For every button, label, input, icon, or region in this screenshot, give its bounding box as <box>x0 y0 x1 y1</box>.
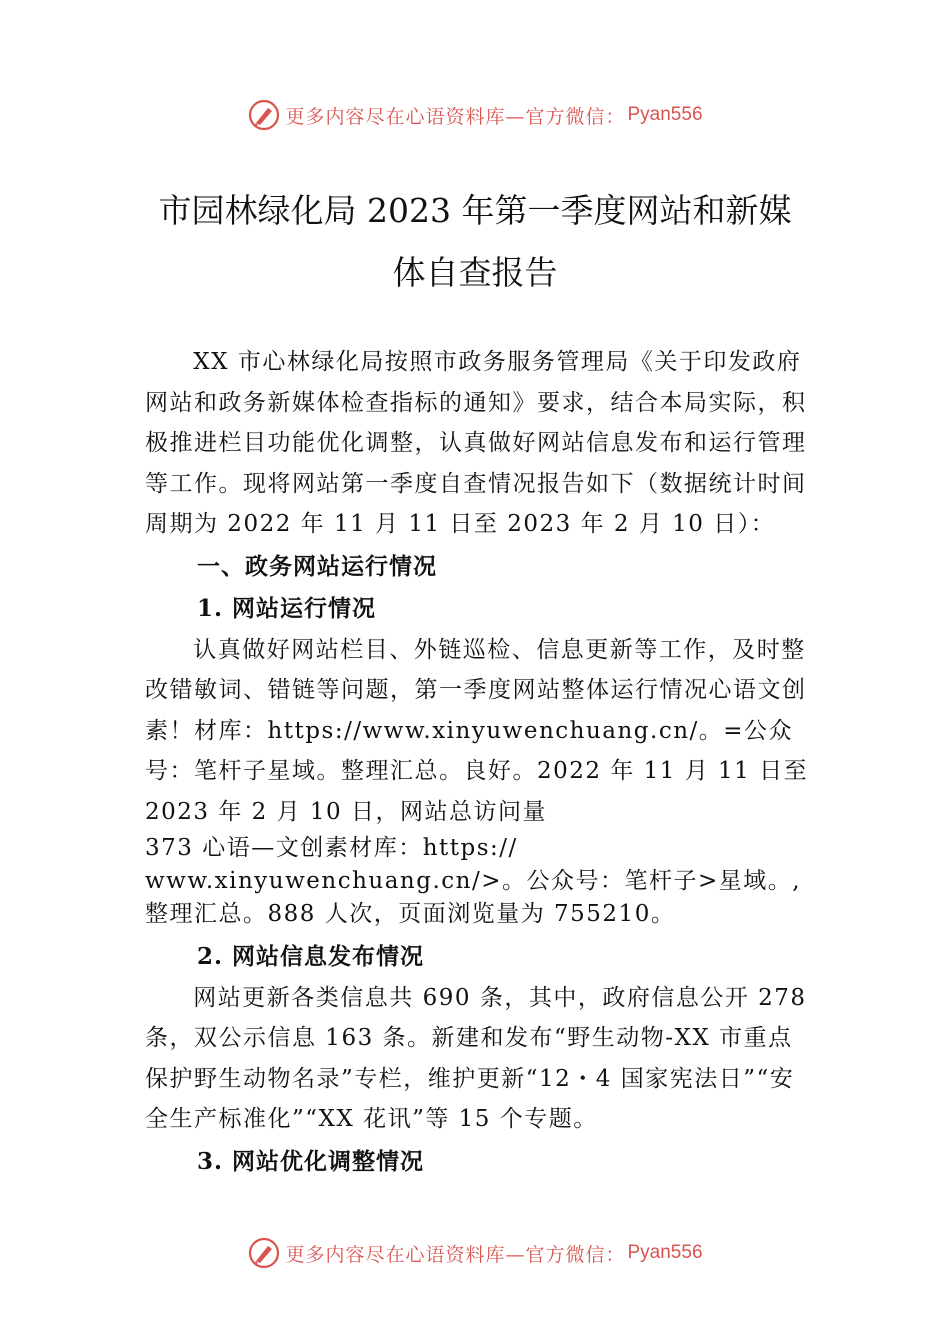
subsection-2-heading: 2. 网站信息发布情况 <box>197 943 425 970</box>
watermark-text: 更多内容尽在心语资料库—官方微信： <box>285 1243 626 1266</box>
watermark-handle: Pyan556 <box>627 1242 703 1263</box>
subsection-1-paragraph-end: www.xinyuwenchuang.cn/>。公众号：笔杆子>星域。,整理汇总。888 人次，页面浏览量为 755210。 <box>145 868 802 927</box>
subsection-2-paragraph: 网站更新各类信息共 690 条，其中，政府信息公开 278 条，双公示信息 163 条。新建和发布“野生动物-XX 市重点保护野生动物名录”专栏，维护更新“12・4 国家宪法日”“安全生产标准化”“XX 花讯”等 15 个专题。 <box>145 984 807 1132</box>
watermark-banner-bottom <box>0 1233 950 1273</box>
document-body <box>145 342 815 1182</box>
watermark-handle: Pyan556 <box>627 104 703 125</box>
subsection-1-heading: 1. 网站运行情况 <box>197 595 377 622</box>
intro-paragraph: XX 市心林绿化局按照市政务服务管理局《关于印发政府网站和政务新媒体检查指标的通知》要求，结合本局实际，积极推进栏目功能优化调整，认真做好网站信息发布和运行管理等工作。现将网站第一季度自查情况报告如下（数据统计时间周期为 2022 年 11 月 11 日至 2023 年 2 月 10 日）： <box>145 349 807 537</box>
pen-nib-logo-icon <box>247 1236 281 1270</box>
subsection-3-heading: 3. 网站优化调整情况 <box>197 1147 425 1175</box>
subsection-1-paragraph-cont: 373 心语—文创素材库：https:// <box>145 835 518 861</box>
document-title <box>100 180 850 304</box>
subsection-1-paragraph: 认真做好网站栏目、外链巡检、信息更新等工作，及时整改错敏词、错链等问题，第一季度网站整体运行情况心语文创素！材库：https://www.xinyuwenchuang.cn/。=公众号：笔杆子星域。整理汇总。良好。2022 年 11 月 11 日至 2023 年 2 月 10 日，网站总访问量 <box>145 636 809 825</box>
pen-nib-logo-icon <box>247 98 281 132</box>
watermark-banner-top <box>0 95 950 135</box>
watermark-text: 更多内容尽在心语资料库—官方微信： <box>285 105 626 128</box>
title-line-1: 市园林绿化局 2023 年第一季度网站和新媒 <box>158 191 792 230</box>
section-1-heading: 一、政务网站运行情况 <box>197 552 437 580</box>
title-line-2: 体自查报告 <box>392 253 558 292</box>
